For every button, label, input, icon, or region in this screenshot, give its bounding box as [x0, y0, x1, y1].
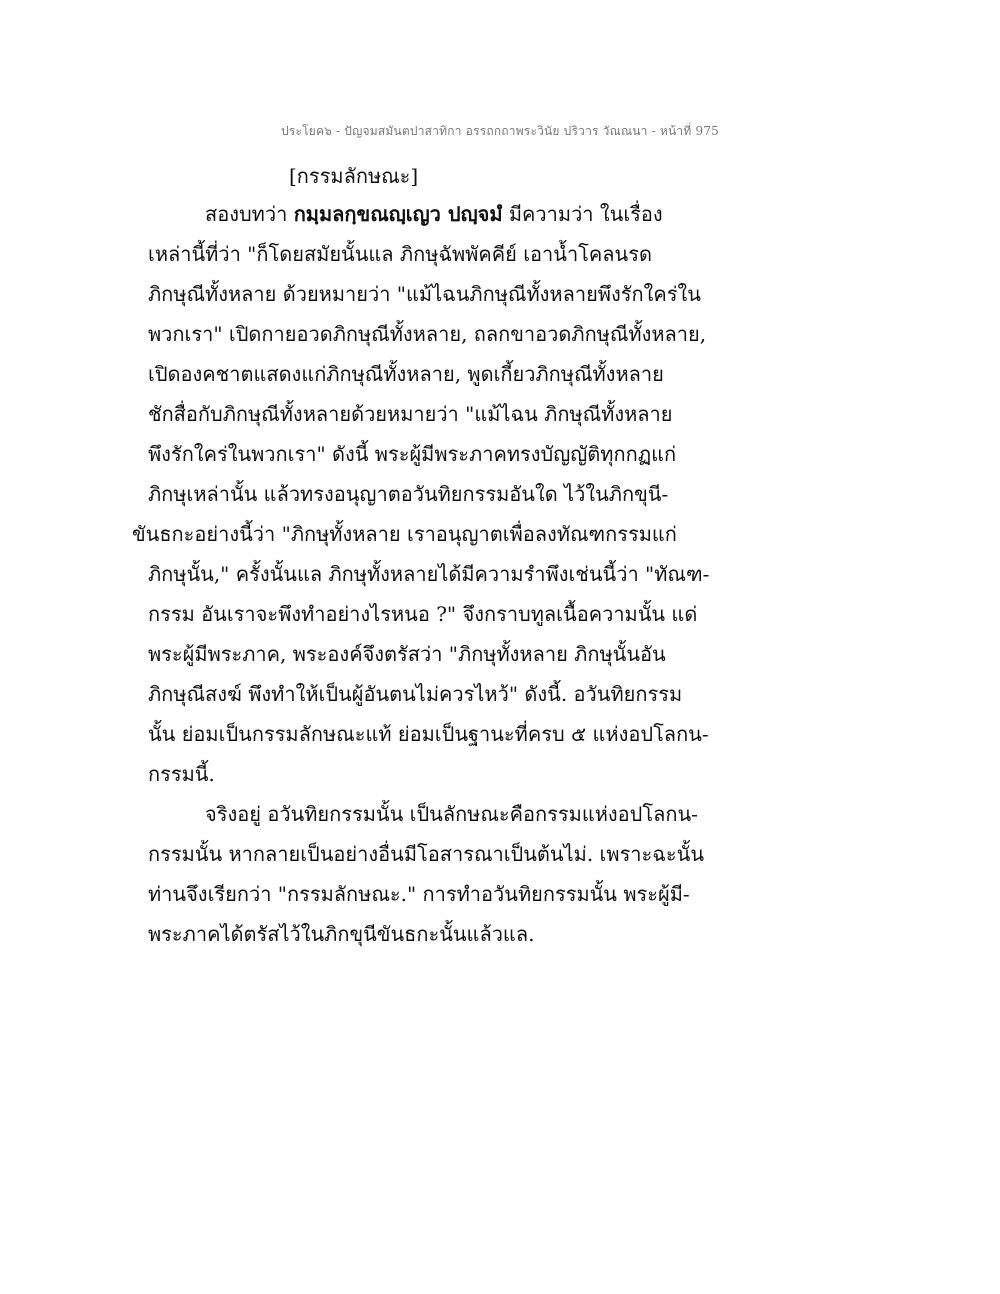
paragraph1-line: กรรม อันเราจะพึงทำอย่างไรหนอ ?" จึงกราบทูลเนื้อความนั้น แด่ [148, 602, 698, 626]
paragraph1-line: นั้น ย่อมเป็นกรรมลักษณะแท้ ย่อมเป็นฐานะที่ครบ ๕ แห่งอปโลกน- [148, 722, 709, 746]
paragraph2-line: พระภาคได้ตรัสไว้ในภิกขุนีขันธกะนั้นแล้วแล. [148, 922, 535, 946]
paragraph1-line: ภิกษุนั้น," ครั้งนั้นแล ภิกษุทั้งหลายได้มีความรำพึงเช่นนี้ว่า "ทัณฑ- [148, 562, 710, 586]
pali-term: กมฺมลกฺขณญฺเญว ปญฺจมํ [293, 202, 503, 226]
paragraph1-line: ขันธกะอย่างนี้ว่า "ภิกษุทั้งหลาย เราอนุญาตเพื่อลงทัณฑกรรมแก่ [132, 522, 677, 546]
paragraph2-line: จริงอยู่ อวันทิยกรรมนั้น เป็นลักษณะคือกรรมแห่งอปโลกน- [205, 802, 698, 826]
paragraph1-line: ชักสื่อกับภิกษุณีทั้งหลายด้วยหมายว่า "แม้ไฉน ภิกษุณีทั้งหลาย [148, 402, 673, 426]
paragraph1-line: ภิกษุณีสงฆ์ พึงทำให้เป็นผู้อันตนไม่ควรไหว้" ดังนี้. อวันทิยกรรม [148, 682, 683, 706]
paragraph1-line: ภิกษุณีทั้งหลาย ด้วยหมายว่า "แม้ไฉนภิกษุณีทั้งหลายพึงรักใคร่ใน [148, 282, 701, 306]
paragraph2-line: กรรมนั้น หากลายเป็นอย่างอื่นมีโอสารณาเป็นต้นไม่. เพราะฉะนั้น [148, 842, 704, 866]
paragraph1-line: เหล่านี้ที่ว่า "ก็โดยสมัยนั้นแล ภิกษุฉัพพัคคีย์ เอาน้ำโคลนรด [148, 242, 652, 266]
paragraph1-prefix: สองบทว่า [205, 202, 294, 226]
paragraph1-line: พวกเรา" เปิดกายอวดภิกษุณีทั้งหลาย, ถลกขาอวดภิกษุณีทั้งหลาย, [148, 322, 707, 346]
running-header: ประโยค๖ - ปัญจมสมันตปาสาทิกา อรรถกถาพระวินัย ปริวาร วัณณนา - หน้าที่ 975 [280, 124, 719, 138]
paragraph1-line: พระผู้มีพระภาค, พระองค์จึงตรัสว่า "ภิกษุทั้งหลาย ภิกษุนั้นอัน [148, 642, 666, 666]
paragraph1-line: พึงรักใคร่ในพวกเรา" ดังนี้ พระผู้มีพระภาคทรงบัญญัติทุกกฏแก่ [148, 442, 677, 466]
paragraph1-line: เปิดองคชาตแสดงแก่ภิกษุณีทั้งหลาย, พูดเกี้ยวภิกษุณีทั้งหลาย [148, 362, 664, 386]
paragraph1-suffix: มีความว่า ในเรื่อง [502, 202, 663, 226]
paragraph1-line: ภิกษุเหล่านั้น แล้วทรงอนุญาตอวันทิยกรรมอันใด ไว้ในภิกขุนี- [148, 482, 669, 506]
paragraph2-line: ท่านจึงเรียกว่า "กรรมลักษณะ." การทำอวันทิยกรรมนั้น พระผู้มี- [148, 882, 690, 906]
paragraph1-line-1 [205, 204, 663, 224]
paragraph1-line: กรรมนี้. [148, 762, 215, 786]
section-title: [กรรมลักษณะ] [289, 164, 419, 188]
